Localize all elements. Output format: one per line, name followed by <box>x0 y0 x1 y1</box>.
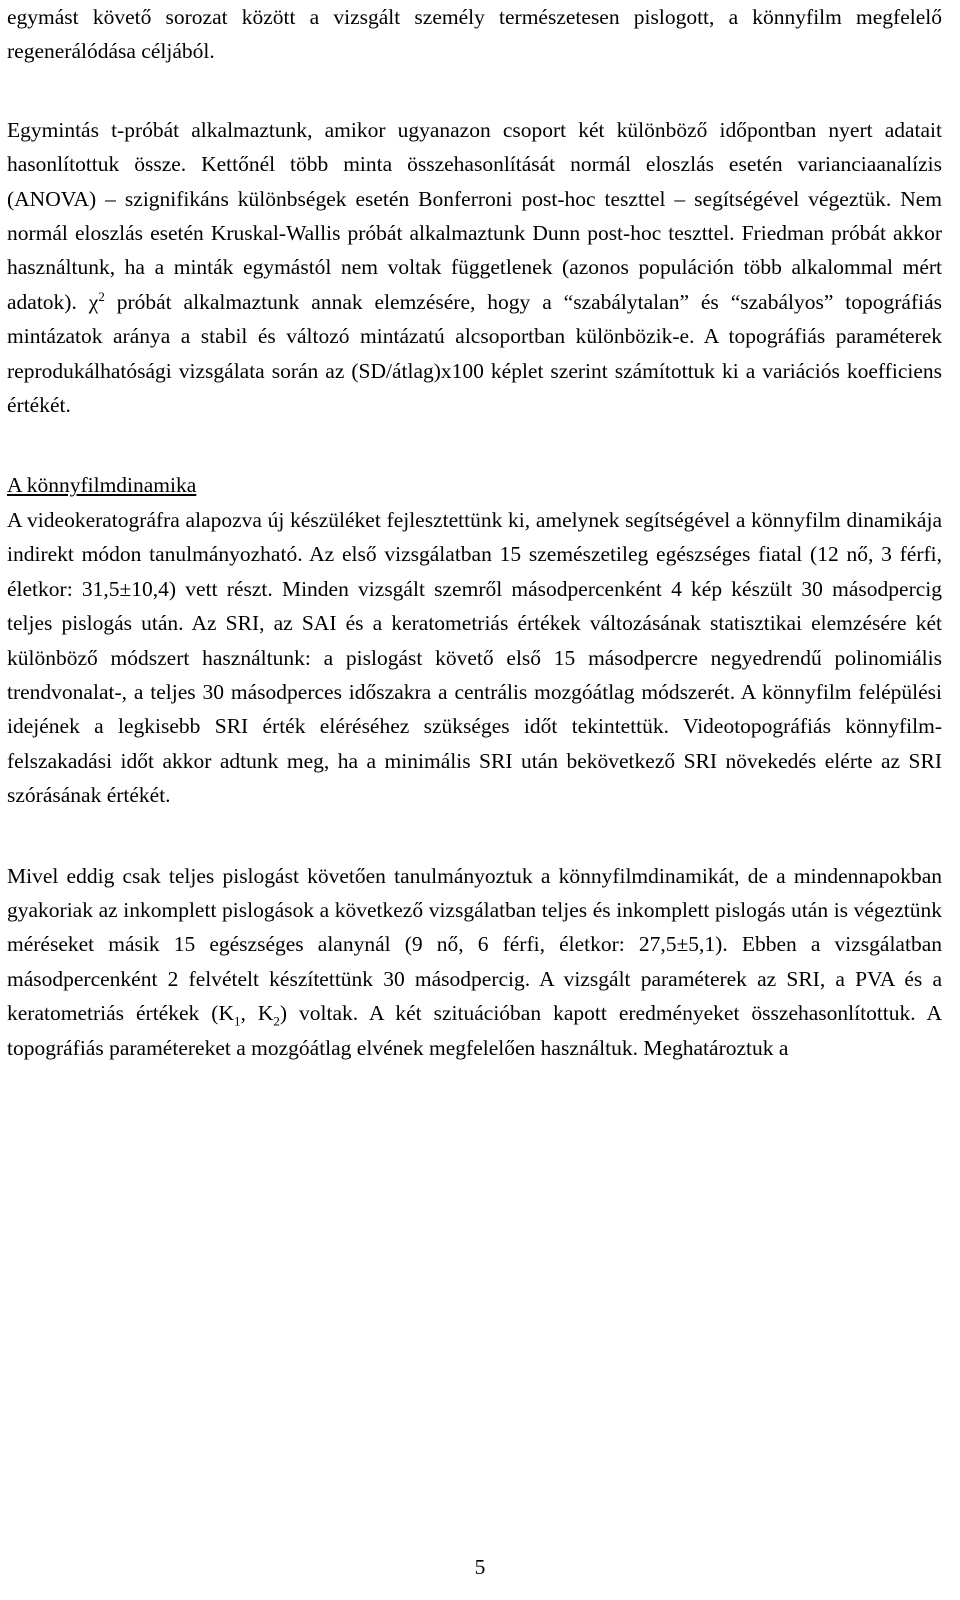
paragraph-incomplete-blink <box>7 859 942 1065</box>
paragraph-tearfilm-method: A videokeratográfra alapozva új készüléket fejlesztettünk ki, amelynek segítségével a könnyfilm dinamikája indirekt módon tanulmányozható. Az első vizsgálatban 15 szemészetileg egészséges fiatal (12 nő, 3 férfi, életkor: 31,5±10,4) vett részt. Minden vizsgált szemről másodpercenként 4 kép készült 30 másodpercig teljes pislogás után. Az SRI, az SAI és a keratometriás értékek változásának statisztikai elemzésére két különböző módszert használtunk: a pislogást követő első 15 másodpercre negyedrendű polinomiális trendvonalat-, a teljes 30 másodperces időszakra a centrális mozgóátlag módszerét. A könnyfilm felépülési idejének a legkisebb SRI érték eléréséhez szükséges időt tekintettük. Videotopográfiás könnyfilm-felszakadási időt akkor adtunk meg, ha a minimális SRI után bekövetkező SRI növekedés elérte az SRI szórásának értékét. <box>7 507 942 808</box>
page-number: 5 <box>474 1555 486 1579</box>
chi-superscript: 2 <box>98 288 105 304</box>
statistics-text-part1: Egymintás t-próbát alkalmaztunk, amikor ugyanazon csoport két különböző időpontban nyert adatait hasonlítottuk össze. Kettőnél több minta összehasonlítását normál eloszlás esetén varianciaanalízis (ANOVA) – szignifikáns különbségek esetén Bonferroni post-hoc teszttel – segítségével végeztük. Nem normál eloszlás esetén Kruskal-Wallis próbát alkalmaztunk Dunn post-hoc teszttel. Friedman próbát akkor használtunk, ha a minták egymástól nem voltak függetlenek (azonos populáción több alkalommal mért adatok). <box>7 117 942 314</box>
section-spacer <box>7 422 942 468</box>
statistics-text-part2: próbát alkalmaztunk annak elemzésére, hogy a “szabálytalan” és “szabályos” topográfiás mintázatok aránya a stabil és változó mintázatú alcsoportban különbözik-e. A topográfiás paraméterek reprodukálhatósági vizsgálata során az (SD/átlag)x100 képlet szerint számítottuk ki a variációs koefficiens értékét. <box>7 289 943 418</box>
incomplete-text-part3: ) voltak. A két szituációban kapott eredményeket összehasonlítottuk. A topográfiás paramétereket a mozgóátlag elvének megfelelően használtuk. Meghatároztuk a <box>7 1001 942 1060</box>
incomplete-text-part1: Mivel eddig csak teljes pislogást követően tanulmányoztuk a könnyfilmdinamikát, de a mindennapokban gyakoriak az inkomplett pislogások a következő vizsgálatban teljes és inkomplett pislogás után is végeztünk méréseket másik 15 egészséges alanynál (9 nő, 6 férfi, életkor: 27,5±5,1). Ebben a vizsgálatban másodpercenként 2 felvételt készítettünk 30 másodpercig. A vizsgált paraméterek az SRI, a PVA és a keratometriás értékek (K <box>7 863 942 1026</box>
chi-symbol: χ <box>88 289 99 314</box>
incomplete-text-part2: , K <box>240 1001 274 1026</box>
paragraph-statistics <box>7 113 942 423</box>
document-page <box>7 0 942 1065</box>
k1-subscript: 1 <box>233 1013 241 1029</box>
k2-subscript: 2 <box>273 1013 280 1029</box>
paragraph-spacer-2 <box>7 813 942 859</box>
section-heading: A könnyfilmdinamika <box>7 473 197 498</box>
paragraph-continuation: egymást követő sorozat között a vizsgált személy természetesen pislogott, a könnyfilm megfelelő regenerálódása céljából. <box>7 5 942 64</box>
paragraph-spacer <box>7 69 942 113</box>
